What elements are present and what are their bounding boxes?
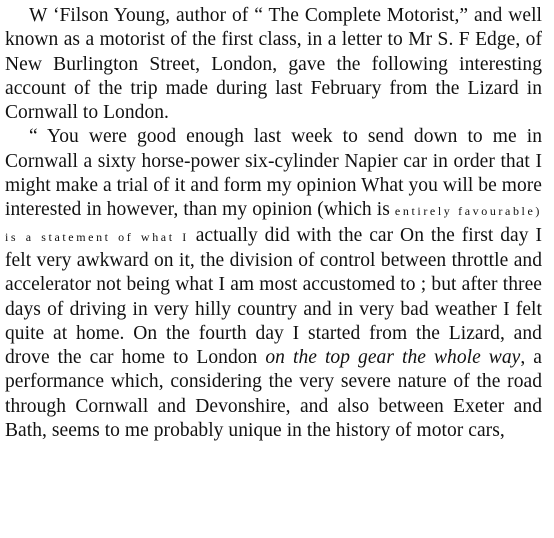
letter-text-part-2: actually did with the car On the first day I felt very awkward on it, the division of control between throttle and accelerator not being what I am most accustomed to ; but after three days of driving in very hilly country and in very bad weather I felt quite at home. On the fourth day I started from the Lizard, and drove the car home to London — [5, 224, 542, 369]
letter-text-part-1: “ You were good enough last week to send down to me in Cornwall a sixty horse-power six-cylinder Napier car in order that I might make a trial of it and form my opinion What you will be more interested in however, than my opinion (which is — [5, 126, 542, 221]
paragraph-intro-text: W ‘Filson Young, author of “ The Complete Motorist,” and well known as a motorist of the first class, in a letter to Mr S. F Edge, of New Burlington Street, London, gave the following interesting account of the trip made during last February from the Lizard in Cornwall to London. — [5, 5, 542, 124]
letter-text-small-print: entirely favourable) is a statement of what I — [5, 204, 543, 244]
paragraph-intro — [5, 4, 542, 125]
paragraph-letter-quote — [5, 125, 542, 443]
letter-text-part-3: , a performance which, considering the very severe nature of the road through Cornwall and Devonshire, and also between Exeter and Bath, seems to me probably unique in the history of motor cars, — [5, 347, 542, 442]
letter-text-italic: on the top gear the whole way — [265, 347, 521, 369]
